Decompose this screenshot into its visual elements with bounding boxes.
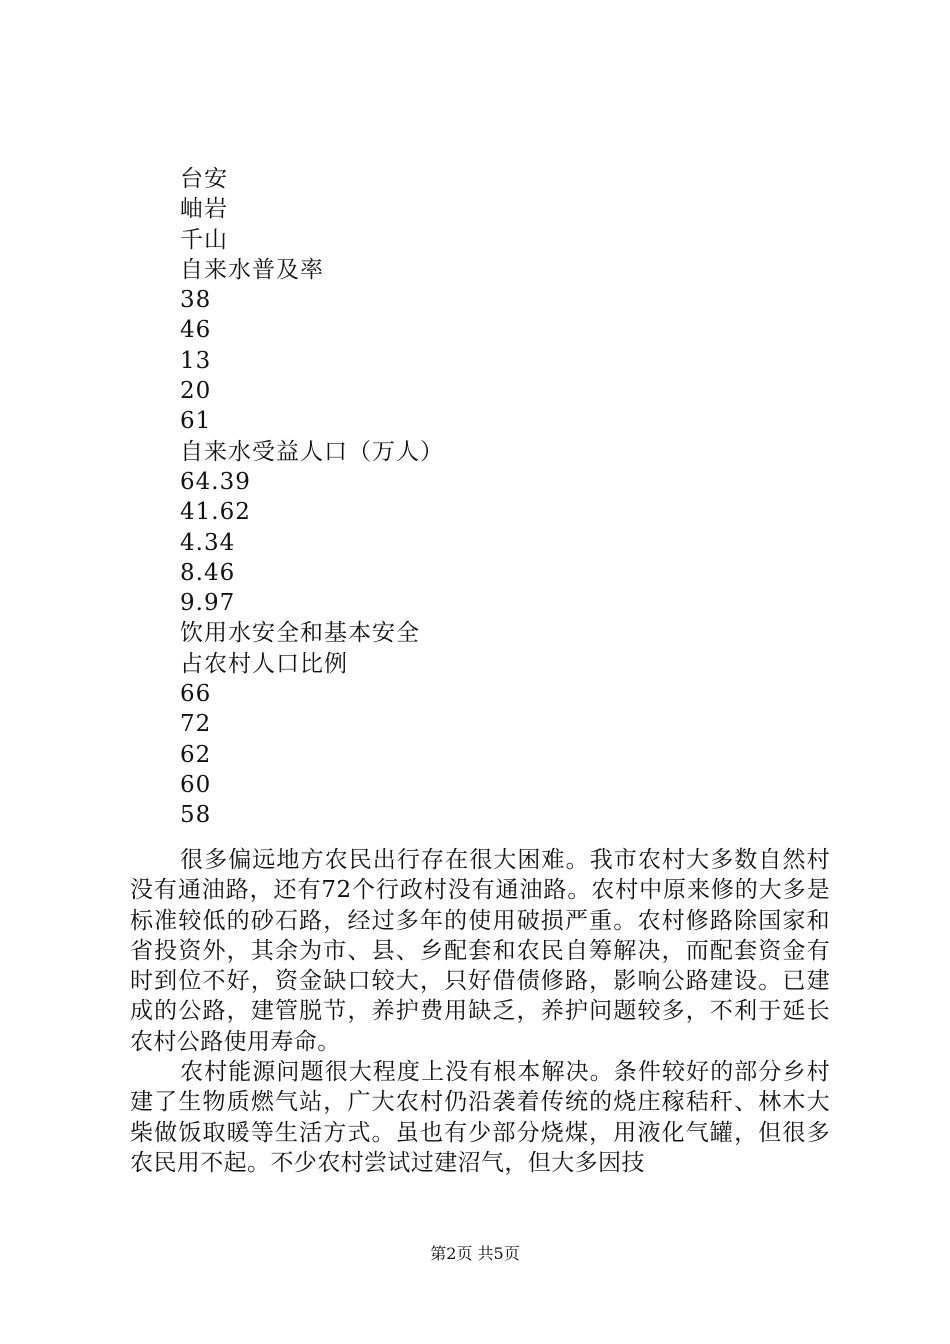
data-line: 41.62 [180,499,251,526]
data-line: 66 [180,681,212,708]
data-line: 占农村人口比例 [180,650,348,677]
data-line: 千山 [180,226,228,253]
data-line: 58 [180,802,212,829]
data-line: 64.39 [180,468,251,495]
body-text [130,845,830,1178]
data-line: 62 [180,741,212,768]
data-line: 60 [180,771,212,798]
data-line: 4.34 [180,529,236,556]
data-line: 饮用水安全和基本安全 [180,620,420,647]
data-line: 自来水普及率 [180,256,324,283]
data-line: 自来水受益人口（万人） [180,438,444,465]
data-line: 20 [180,378,212,405]
data-line: 9.97 [180,590,236,617]
data-line: 72 [180,711,212,738]
data-line: 8.46 [180,559,236,586]
data-line: 61 [180,408,212,435]
data-line: 38 [180,287,212,314]
data-lines [180,164,840,831]
data-line: 台安 [180,166,228,192]
data-line: 岫岩 [180,196,228,223]
page-footer: 第2页 共5页 [430,1244,520,1263]
data-line: 46 [180,317,212,344]
data-line: 13 [180,347,212,374]
paragraph-energy: 农村能源问题很大程度上没有根本解决。条件较好的部分乡村建了生物质燃气站，广大农村仍沿袭着传统的烧庄稼秸秆、林木大柴做饭取暖等生活方式。虽也有少部分烧煤，用液化气罐，但很多农民用不起。不少农村尝试过建沼气，但大多因技 [130,1059,830,1176]
paragraph-roads: 很多偏远地方农民出行存在很大困难。我市农村大多数自然村没有通油路，还有72个行政村没有通油路。农村中原来修的大多是标准较低的砂石路，经过多年的使用破损严重。农村修路除国家和省投资外，其余为市、县、乡配套和农民自筹解决，而配套资金有时到位不好，资金缺口较大，只好借债修路，影响公路建设。已建成的公路，建管脱节，养护费用缺乏，养护问题较多，不利于延长农村公路使用寿命。 [130,847,830,1055]
